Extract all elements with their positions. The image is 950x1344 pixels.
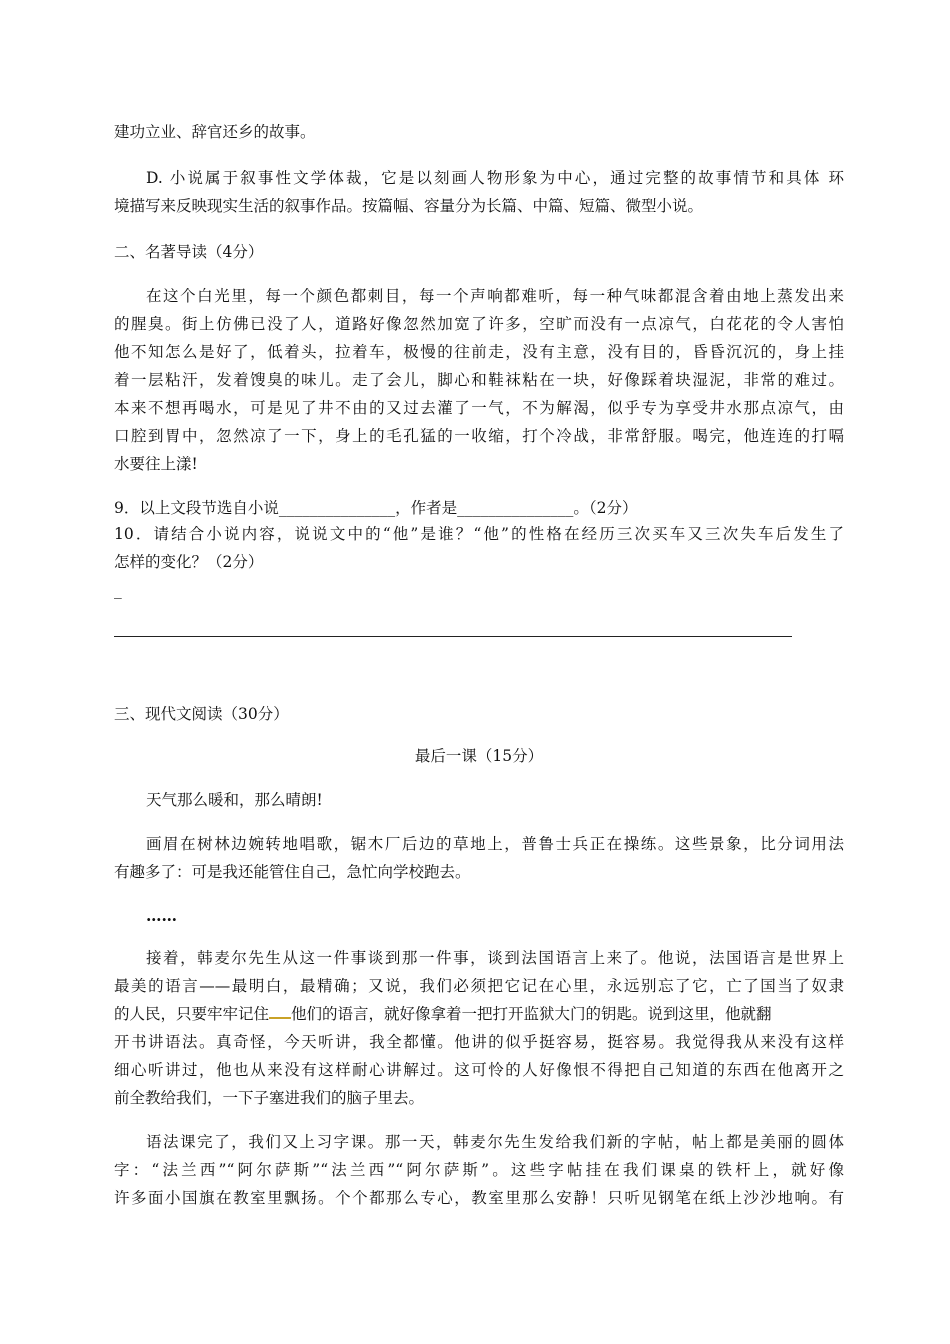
part1-tail-line: 建功立业、辞官还乡的故事。 [114, 123, 316, 141]
section2-passage-line: 本来不想再喝水，可是见了井不由的又过去灌了一气，不为解渴，似乎专为享受井水那点凉气，由 [114, 399, 844, 417]
passage-text-after-mark: 他们的语言，就好像拿着一把打开监狱大门的钥匙。说到这里，他就翻 [291, 1005, 772, 1023]
question-10-line1: 10．请结合小说内容，说说文中的“他”是谁？“他”的性格在经历三次买车又三次失车后发生了 [114, 525, 844, 543]
passage-paragraph-3-line: 细心听讲过，他也从来没有这样耐心讲解过。这可怜的人好像恨不得把自己知道的东西在他离开之 [114, 1061, 844, 1079]
option-d-line2: 境描写来反映现实生活的叙事作品。按篇幅、容量分为长篇、中篇、短篇、微型小说。 [114, 197, 704, 215]
section2-passage-line: 水要往上漾! [114, 455, 198, 473]
ellipsis: …… [146, 906, 177, 925]
passage-paragraph-3-line: 接着，韩麦尔先生从这一件事谈到那一件事，谈到法国语言上来了。他说，法国语言是世界上 [146, 949, 844, 967]
section2-heading: 二、名著导读（4分） [114, 243, 264, 261]
passage-paragraph-3-line-start [114, 1000, 844, 1028]
section2-passage-line: 在这个白光里，每一个颜色都刺目，每一个声响都难听，每一种气味都混含着由地上蒸发出来 [146, 287, 844, 305]
passage-paragraph-3-line: 开书讲语法。真奇怪，今天听讲，我全都懂。他讲的似乎挺容易，挺容易。我觉得我从来没有这样 [114, 1033, 844, 1051]
section2-passage-line: 的腥臭。街上仿佛已没了人，道路好像忽然加宽了许多，空旷而没有一点凉气，白花花的令人害怕 [114, 315, 844, 333]
section2-passage-line: 口腔到胃中，忽然凉了一下，身上的毛孔猛的一收缩，打个冷战，非常舒服。喝完，他连连的打嗝 [114, 427, 844, 445]
answer-line [114, 636, 792, 637]
section2-passage-line: 着一层粘汗，发着馊臭的味儿。走了会儿，脚心和鞋袜粘在一块，好像踩着块湿泥，非常的难过。 [114, 371, 844, 389]
question-9: 9．以上文段节选自小说_______________，作者是_______________。（2分） [114, 499, 638, 517]
question-10-line2: 怎样的变化？（2分） [114, 553, 264, 571]
passage-paragraph-2-line: 有趣多了：可是我还能管住自己，急忙向学校跑去。 [114, 863, 471, 881]
answer-dash: _ [114, 581, 122, 599]
passage-title: 最后一课（15分） [414, 747, 544, 765]
section2-passage-line: 他不知怎么是好了，低着头，拉着车，极慢的往前走，没有主意，没有目的，昏昏沉沉的，身上挂 [114, 343, 844, 361]
passage-paragraph-4-line: 许多面小国旗在教室里飘扬。个个都那么专心，教室里那么安静！只听见钢笔在纸上沙沙地响。有 [114, 1189, 844, 1207]
section3-heading: 三、现代文阅读（30分） [114, 705, 289, 723]
highlight-mark [269, 1003, 291, 1019]
option-d-line1: D. 小说属于叙事性文学体裁，它是以刻画人物形象为中心，通过完整的故事情节和具体 环 [146, 169, 844, 187]
passage-paragraph-2-line: 画眉在树林边婉转地唱歌，锯木厂后边的草地上，普鲁士兵正在操练。这些景象，比分词用法 [146, 835, 844, 853]
passage-paragraph-3-line: 前全教给我们，一下子塞进我们的脑子里去。 [114, 1089, 425, 1107]
passage-paragraph-3-line: 最美的语言——最明白，最精确；又说，我们必须把它记在心里，永远别忘了它，亡了国当了奴隶 [114, 977, 844, 995]
passage-paragraph-4-line: 语法课完了，我们又上习字课。那一天，韩麦尔先生发给我们新的字帖，帖上都是美丽的圆体 [146, 1133, 844, 1151]
passage-paragraph-4-line: 字：“法兰西”“阿尔萨斯”“法兰西”“阿尔萨斯”。这些字帖挂在我们课桌的铁杆上，就好像 [114, 1161, 844, 1179]
passage-paragraph-1: 天气那么暖和，那么晴朗! [146, 791, 323, 809]
passage-text-before-mark: 的人民，只要牢牢记住 [114, 1005, 270, 1023]
